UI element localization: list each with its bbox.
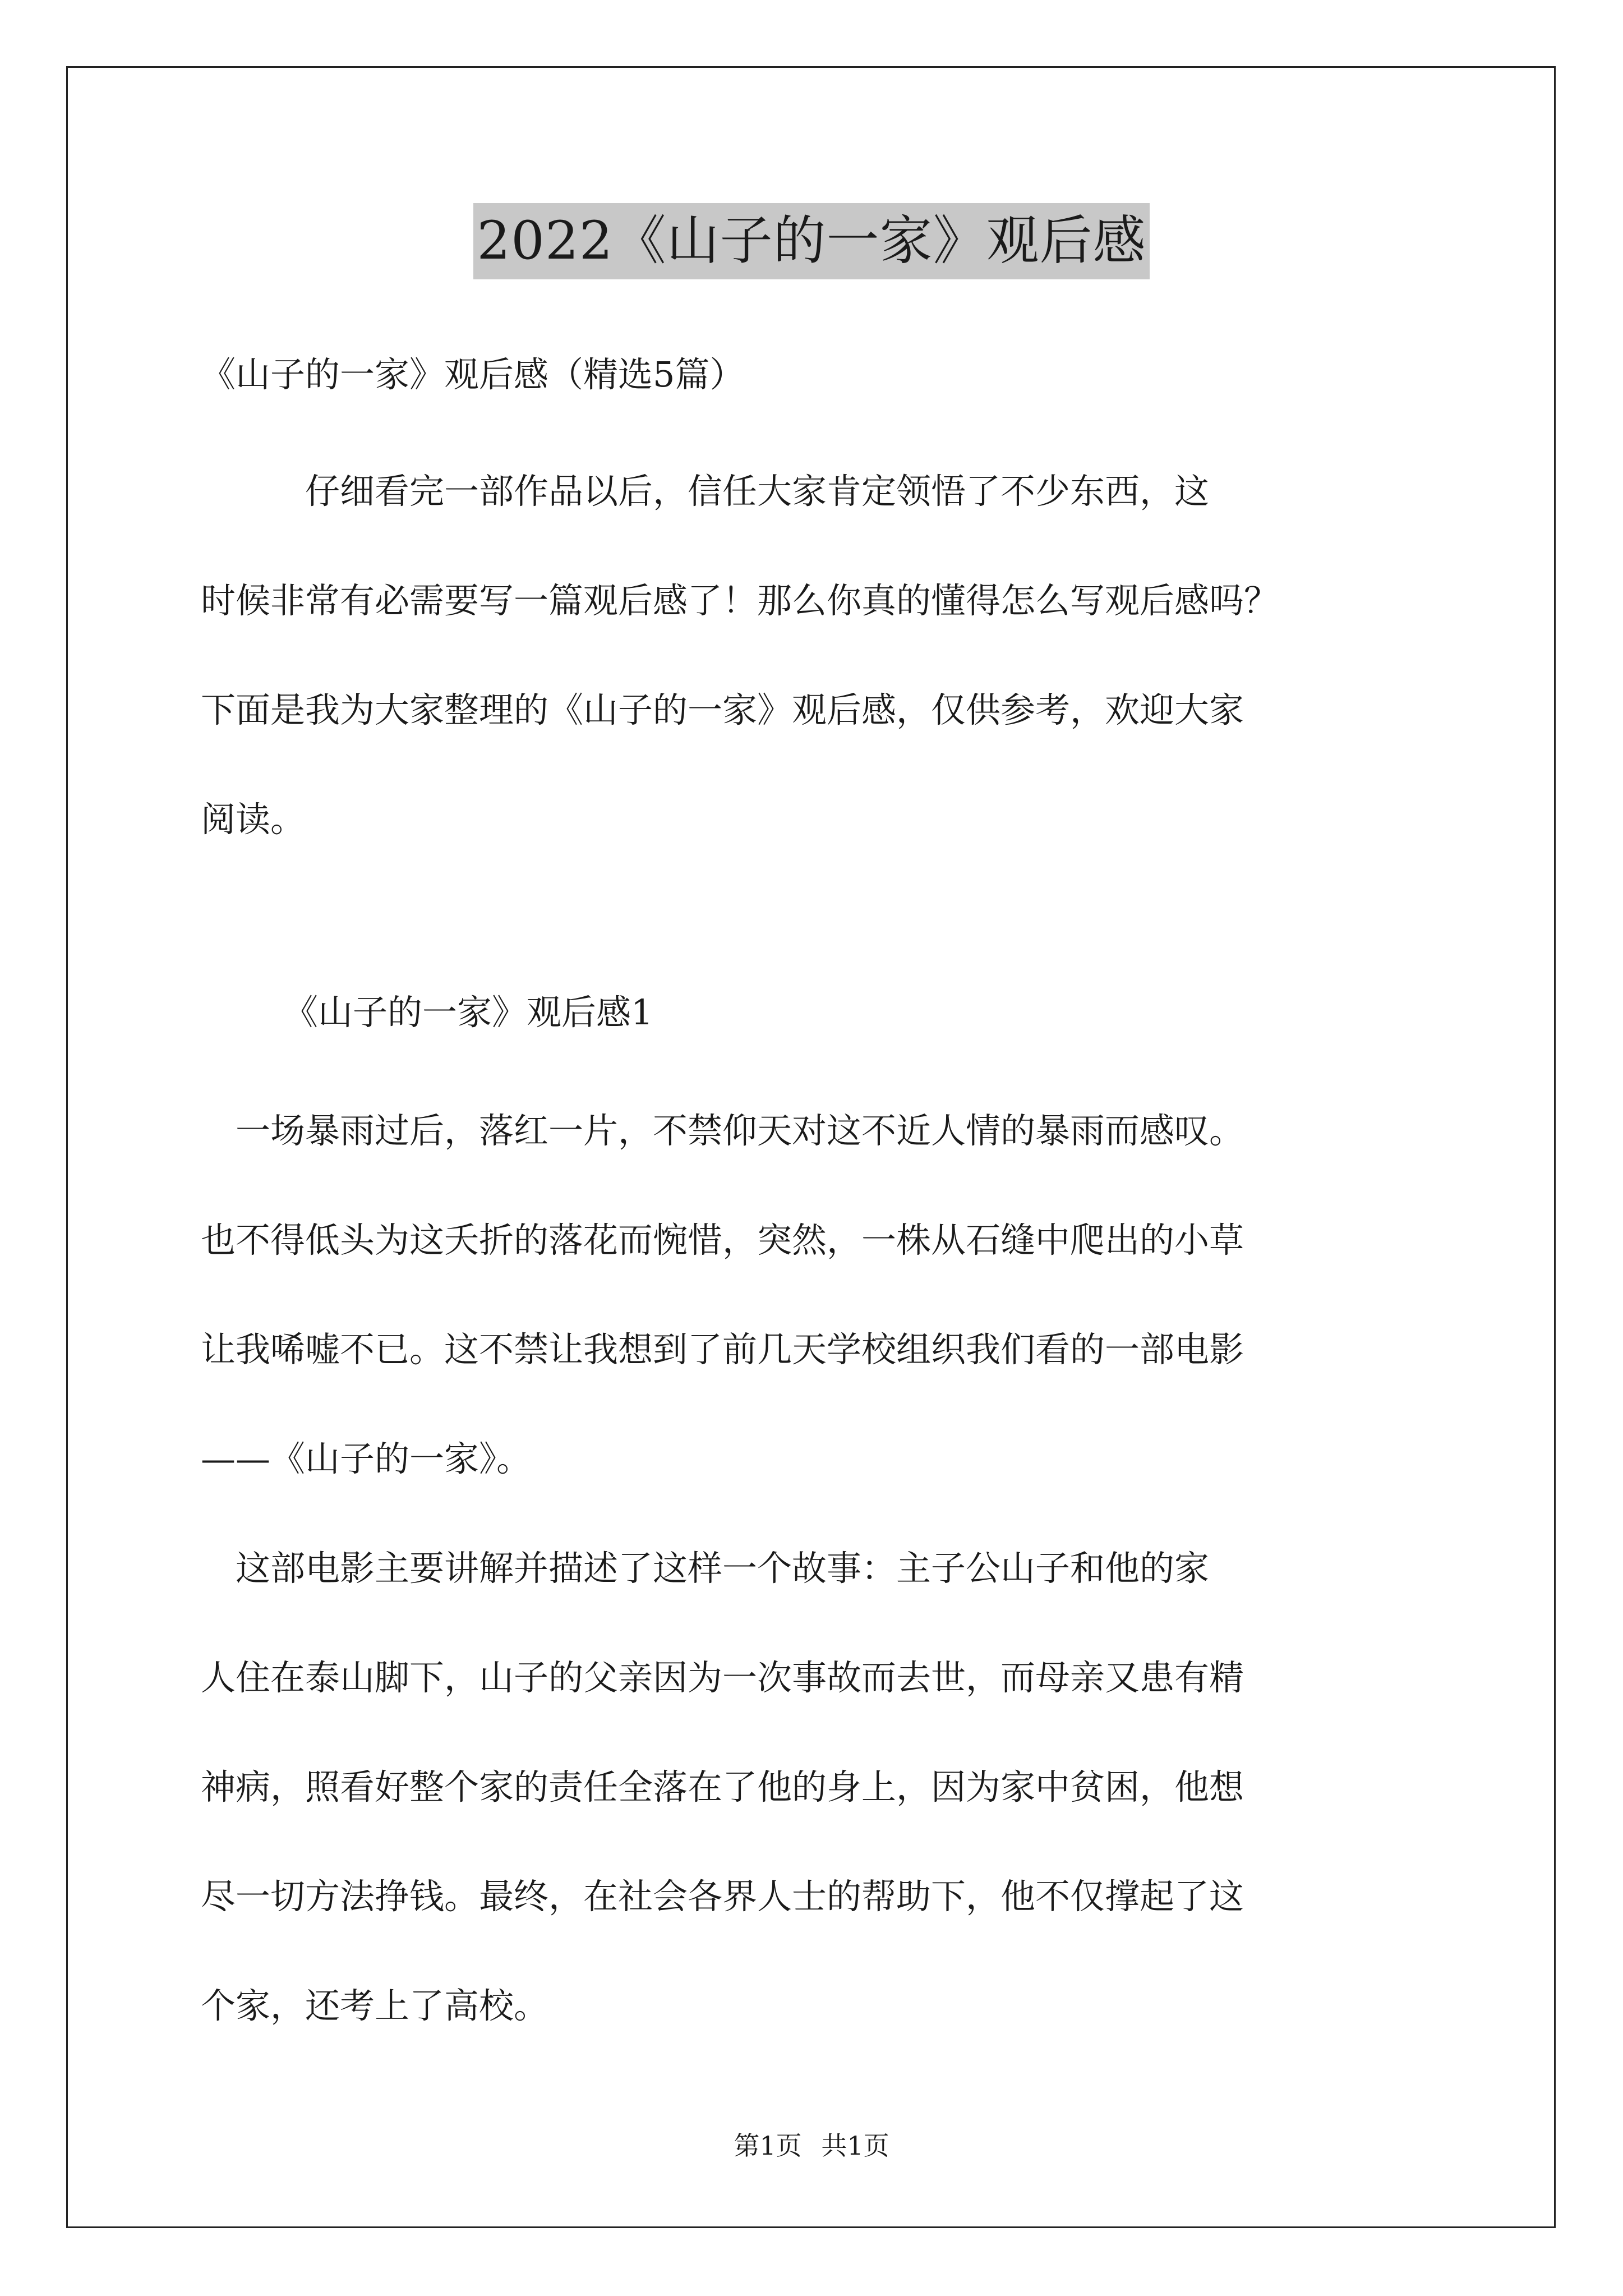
paragraph-line: ——《山子的一家》。	[201, 1438, 532, 1479]
body-paragraph-2	[201, 1513, 1423, 2060]
paragraph-line: 这部电影主要讲解并描述了这样一个故事：主子公山子和他的家	[201, 1548, 1210, 1589]
paragraph-line: 让我唏嘘不已。这不禁让我想到了前几天学校组织我们看的一部电影	[201, 1329, 1244, 1370]
document-title: 2022《山子的一家》观后感	[473, 203, 1149, 279]
document-subtitle: 《山子的一家》观后感（精选5篇）	[201, 354, 745, 395]
intro-line: 时候非常有必需要写一篇观后感了！那么你真的懂得怎么写观后感吗？	[201, 580, 1279, 621]
paragraph-line: 人住在泰山脚下，山子的父亲因为一次事故而去世，而母亲又患有精	[201, 1657, 1244, 1698]
intro-line: 仔细看完一部作品以后，信任大家肯定领悟了不少东西，这	[201, 471, 1210, 512]
intro-line: 阅读。	[201, 799, 306, 840]
intro-paragraph	[201, 436, 1423, 874]
intro-line: 下面是我为大家整理的《山子的一家》观后感，仅供参考，欢迎大家	[201, 689, 1244, 730]
title-container	[0, 203, 1623, 279]
paragraph-line: 尽一切方法挣钱。最终，在社会各界人士的帮助下，他不仅撑起了这	[201, 1876, 1244, 1917]
page-number: 第1页	[734, 2131, 802, 2161]
body-paragraph-1	[201, 1076, 1423, 1513]
paragraph-line: 神病，照看好整个家的责任全落在了他的身上，因为家中贫困，他想	[201, 1766, 1244, 1807]
page-footer	[0, 2129, 1623, 2162]
total-pages: 共1页	[821, 2131, 889, 2161]
paragraph-line: 个家，还考上了高校。	[201, 1985, 549, 2026]
paragraph-line: 一场暴雨过后，落红一片，不禁仰天对这不近人情的暴雨而感叹。	[201, 1110, 1244, 1151]
section-heading: 《山子的一家》观后感1	[283, 992, 653, 1033]
paragraph-line: 也不得低头为这夭折的落花而惋惜，突然，一株从石缝中爬出的小草	[201, 1220, 1244, 1260]
